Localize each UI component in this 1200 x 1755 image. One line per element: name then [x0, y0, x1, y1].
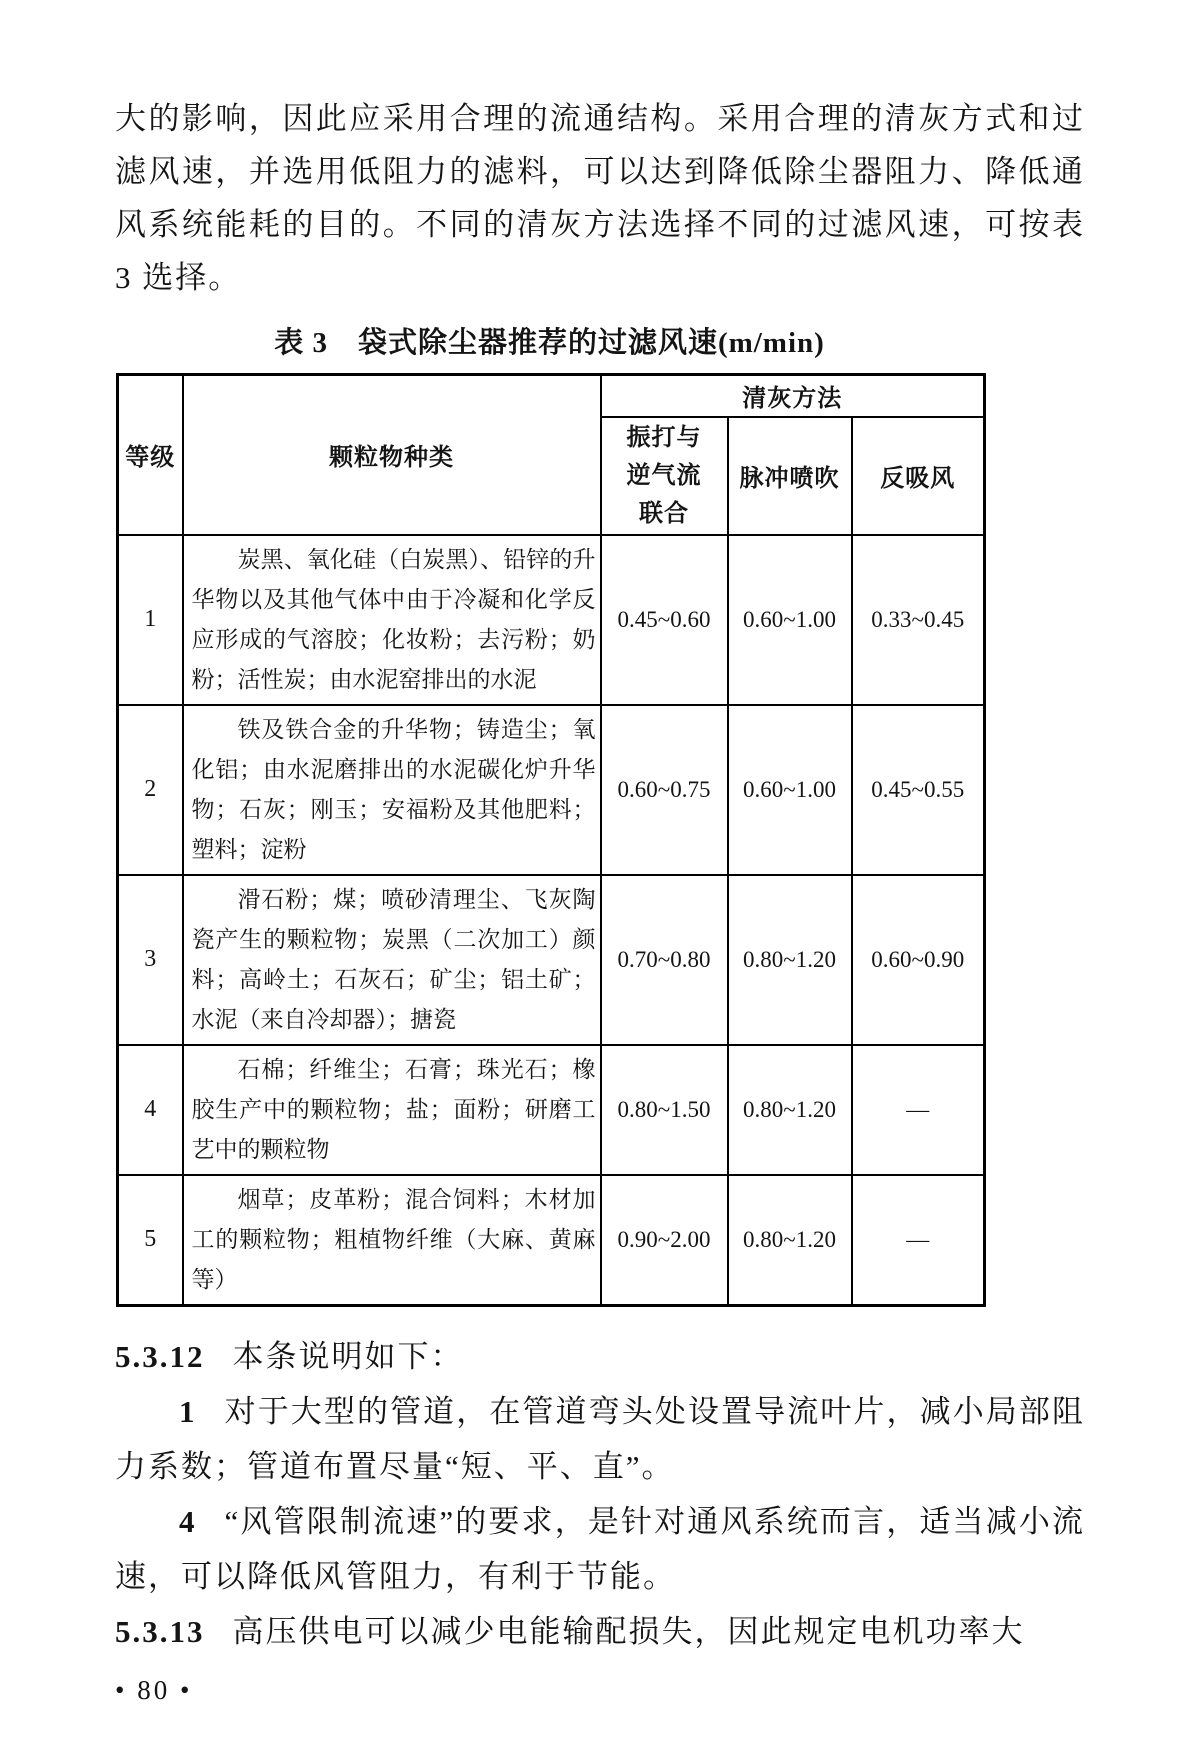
header-grade: 等级: [118, 375, 183, 535]
value-cell: 0.60~1.00: [728, 535, 852, 705]
value-cell: 0.80~1.20: [728, 875, 852, 1045]
value-cell: 0.60~0.90: [852, 875, 985, 1045]
table-row-3: [118, 875, 985, 1045]
header-cleaning-method: 清灰方法: [601, 375, 985, 417]
intro-paragraph: 大的影响，因此应采用合理的流通结构。采用合理的清灰方式和过滤风速，并选用低阻力的滤料，可以达到降低除尘器阻力、降低通风系统能耗的目的。不同的清灰方法选择不同的过滤风速，可按表 3 选择。: [115, 101, 1085, 295]
value-cell: 0.80~1.20: [728, 1045, 852, 1175]
clause-item-text: “风管限制流速”的要求，是针对通风系统而言，适当减小流速，可以降低风管阻力，有利于节能。: [115, 1503, 1085, 1594]
value-cell: 0.80~1.20: [728, 1175, 852, 1306]
clause-number: 5.3.13: [115, 1613, 205, 1649]
grade-cell: 5: [118, 1175, 183, 1306]
clause-number: 5.3.12: [115, 1338, 205, 1374]
value-cell: 0.90~2.00: [601, 1175, 728, 1306]
particles-cell: 铁及铁合金的升华物；铸造尘；氧化铝；由水泥磨排出的水泥碳化炉升华物；石灰；刚玉；安福粉及其他肥料；塑料；淀粉: [183, 705, 601, 875]
particles-cell: 炭黑、氧化硅（白炭黑）、铅锌的升华物以及其他气体中由于冷凝和化学反应形成的气溶胶；化妆粉；去污粉；奶粉；活性炭；由水泥窑排出的水泥: [183, 535, 601, 705]
clause-item-4: [115, 1494, 1085, 1604]
particles-cell: 石棉；纤维尘；石膏；珠光石；橡胶生产中的颗粒物；盐；面粉；研磨工艺中的颗粒物: [183, 1045, 601, 1175]
table-title: 表 3 袋式除尘器推荐的过滤风速(m/min): [274, 327, 825, 359]
value-cell: 0.45~0.55: [852, 705, 985, 875]
header-method-shake-reverse: [601, 417, 728, 535]
value-cell: 0.60~0.75: [601, 705, 728, 875]
table-row-2: [118, 705, 985, 875]
value-cell: —: [852, 1175, 985, 1306]
page-number: • 80 •: [115, 1674, 193, 1705]
table-row-5: [118, 1175, 985, 1306]
clause-text: 本条说明如下：: [232, 1338, 464, 1374]
header-particle-type: 颗粒物种类: [183, 375, 601, 535]
value-cell: 0.45~0.60: [601, 535, 728, 705]
value-cell: 0.33~0.45: [852, 535, 985, 705]
grade-cell: 3: [118, 875, 183, 1045]
header-row-1: [118, 375, 985, 417]
grade-cell: 2: [118, 705, 183, 875]
particles-cell: 烟草；皮革粉；混合饲料；木材加工的颗粒物；粗植物纤维（大麻、黄麻等）: [183, 1175, 601, 1306]
value-cell: 0.60~1.00: [728, 705, 852, 875]
header-method-shake-reverse-label: 振打与逆气流联合: [626, 424, 702, 527]
value-cell: 0.70~0.80: [601, 875, 728, 1045]
table-row-4: [118, 1045, 985, 1175]
grade-cell: 4: [118, 1045, 183, 1175]
particles-cell: 滑石粉；煤；喷砂清理尘、飞灰陶瓷产生的颗粒物；炭黑（二次加工）颜料；高岭土；石灰石；矿尘；铝土矿；水泥（来自冷却器）；搪瓷: [183, 875, 601, 1045]
value-cell: —: [852, 1045, 985, 1175]
clause-item-number: 4: [179, 1503, 197, 1539]
clause-item-number: 1: [179, 1393, 197, 1429]
grade-cell: 1: [118, 535, 183, 705]
table-row-1: [118, 535, 985, 705]
clause-5-3-13: [115, 1604, 1085, 1659]
clause-text: 高压供电可以减少电能输配损失，因此规定电机功率大: [232, 1613, 1025, 1649]
filtration-velocity-table: [116, 373, 986, 1307]
header-method-pulse-jet: 脉冲喷吹: [728, 417, 852, 535]
clause-item-1: [115, 1384, 1085, 1494]
clause-5-3-12: [115, 1329, 1085, 1384]
value-cell: 0.80~1.50: [601, 1045, 728, 1175]
header-method-reverse-suction: 反吸风: [852, 417, 985, 535]
clauses-section: [115, 1329, 1085, 1659]
clause-item-text: 对于大型的管道，在管道弯头处设置导流叶片，减小局部阻力系数；管道布置尽量“短、平、直”。: [115, 1393, 1085, 1484]
